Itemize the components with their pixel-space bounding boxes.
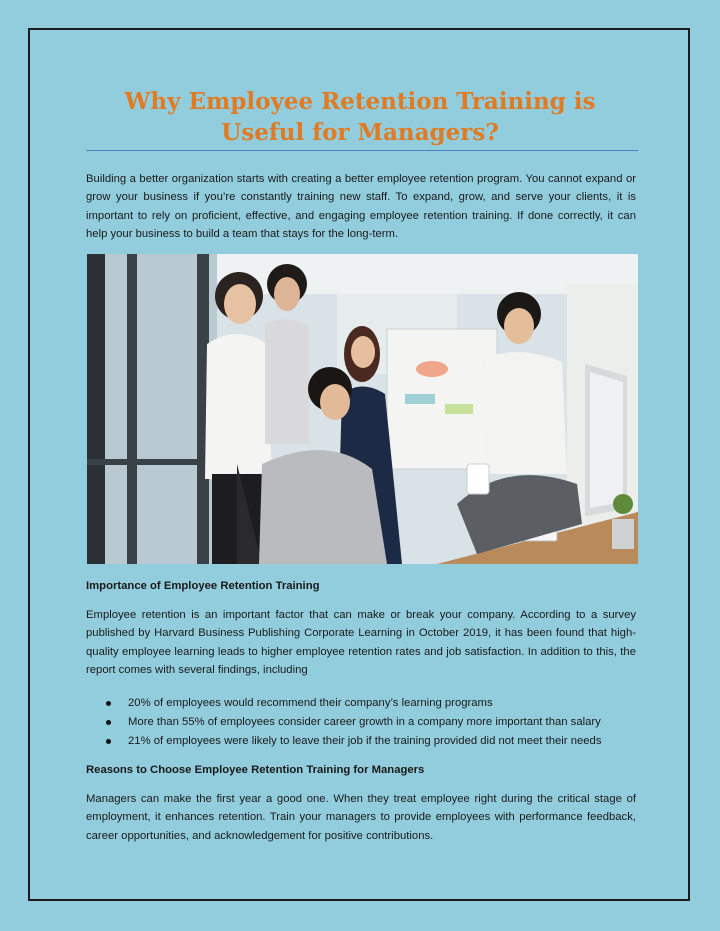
importance-paragraph: Employee retention is an important factor that can make or break your company. According to a survey published by Harvard Business Publishing Corporate Learning in October 2019, it has been found that high-quality employee learning leads to higher employee retention rates and job satisfaction. In addition to this, the report comes with several findings, including xyxy=(86,609,636,676)
reasons-paragraph: Managers can make the first year a good one. When they treat employee right during the critical stage of employment, it enhances retention. Train your managers to provide employees with performance feedback, career opportunities, and acknowledgement for positive contributions. xyxy=(86,793,636,842)
bullet-icon xyxy=(106,720,111,725)
document-title: Why Employee Retention Training is Useful for Managers? xyxy=(124,88,596,146)
section-heading-reasons: Reasons to Choose Employee Retention Training for Managers xyxy=(86,764,425,776)
intro-paragraph: Building a better organization starts with creating a better employee retention program. You cannot expand or grow your business if you’re constantly training new staff. To expand, grow, and serve your clients, it is important to rely on proficient, effective, and engaging employee retention training. If done correctly, it can help your business to build a team that stays for the long-term. xyxy=(86,173,636,240)
list-item: More than 55% of employees consider career growth in a company more important than salary xyxy=(86,713,646,732)
document-page xyxy=(28,28,690,901)
title-divider xyxy=(86,150,638,151)
section-heading-importance: Importance of Employee Retention Training xyxy=(86,580,320,592)
bullet-icon xyxy=(106,739,111,744)
bullet-icon xyxy=(106,701,111,706)
findings-list xyxy=(86,694,646,751)
list-item: 20% of employees would recommend their company’s learning programs xyxy=(86,694,646,713)
office-team-photo xyxy=(87,254,638,564)
list-item: 21% of employees were likely to leave their job if the training provided did not meet their needs xyxy=(86,732,646,751)
